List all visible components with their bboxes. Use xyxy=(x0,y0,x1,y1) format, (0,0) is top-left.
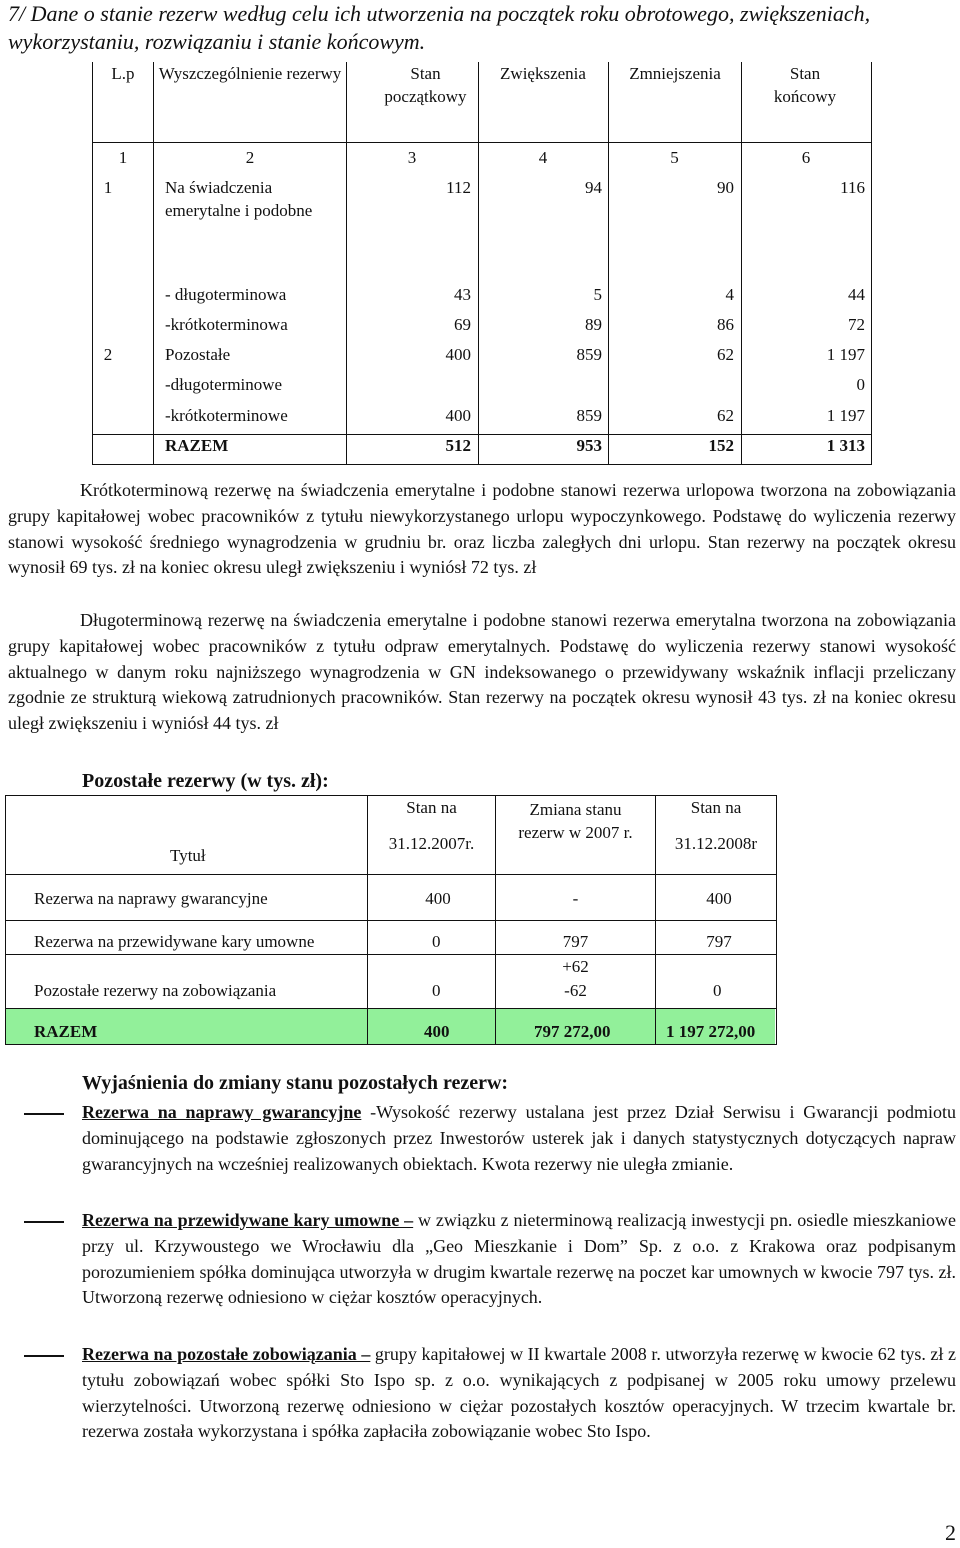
bullet-warranty xyxy=(82,1100,956,1177)
row-decrease: 62 xyxy=(717,345,734,364)
row-change: 797 xyxy=(562,932,589,951)
header-change-2: rezerw w 2007 r. xyxy=(518,823,633,842)
dash-bullet xyxy=(24,1221,64,1223)
col-number: 3 xyxy=(407,148,417,167)
row-increase: 89 xyxy=(585,315,602,334)
row-end: 1 197 xyxy=(826,406,865,425)
row-end: 0 xyxy=(713,981,722,1000)
row-name: Rezerwa na przewidywane kary umowne xyxy=(34,932,315,951)
row-start: 400 xyxy=(425,889,451,908)
header-start-2: 31.12.2007r. xyxy=(388,834,475,853)
row-decrease: 90 xyxy=(717,178,734,197)
row-end: 44 xyxy=(848,285,865,304)
bullet-text: grupy kapitałowej w II kwartale 2008 r. utworzyła rezerwę w kwocie 62 tys. zł z tytułu zobowiązań wobec spółki Sto Ispo sp. z o.o. wynikających z podpisanej w 2005 roku umowy przelewu wierzytelności. Utworzoną rezerwę odniesiono w ciężar pozostałych kosztów operacyjnych. W trzecim kwartale br. rezerwa została wykorzystana i spółka zapłaciła zobowiązanie wobec Sto Ispo. xyxy=(82,1344,956,1442)
row-lp: 1 xyxy=(103,178,113,197)
total-label: RAZEM xyxy=(34,1022,98,1041)
header-end-2: 31.12.2008r xyxy=(674,834,758,853)
row-start: 0 xyxy=(432,981,441,1000)
page-number: 2 xyxy=(945,1520,956,1545)
header-decrease: Zmniejszenia xyxy=(629,64,721,83)
row-name: -krótkoterminowa xyxy=(165,315,288,334)
row-end: 116 xyxy=(840,178,865,197)
row-name: Pozostałe rezerwy na zobowiązania xyxy=(34,981,277,1000)
header-end-1: Stan na xyxy=(690,798,742,817)
row-start: 112 xyxy=(446,178,471,197)
total-change: 797 272,00 xyxy=(534,1022,611,1041)
total-decrease: 152 xyxy=(708,436,734,455)
other-reserves-title: Pozostałe rezerwy (w tys. zł): xyxy=(82,770,329,792)
dash-bullet xyxy=(24,1355,64,1357)
row-decrease: 4 xyxy=(725,285,734,304)
total-end: 1 197 272,00 xyxy=(666,1022,756,1041)
header-change-1: Zmiana stanu xyxy=(529,800,622,819)
row-start: 0 xyxy=(432,932,441,951)
bullet-title: Rezerwa na naprawy gwarancyjne xyxy=(82,1102,362,1122)
row-name: - długoterminowa xyxy=(165,285,287,304)
total-start: 400 xyxy=(424,1022,450,1041)
row-name: -krótkoterminowe xyxy=(165,406,288,425)
bullet-title: Rezerwa na przewidywane kary umowne – xyxy=(82,1210,414,1230)
row-increase: 859 xyxy=(576,345,602,364)
total-increase: 953 xyxy=(576,436,602,455)
row-name: Na świadczenia emerytalne i podobne xyxy=(165,178,313,220)
header-name: Wyszczególnienie rezerwy xyxy=(158,64,342,83)
row-name: Rezerwa na naprawy gwarancyjne xyxy=(34,889,268,908)
row-increase: 94 xyxy=(585,178,602,197)
header-end: Stan końcowy xyxy=(773,64,837,106)
row-end: 1 197 xyxy=(826,345,865,364)
row-decrease: 62 xyxy=(717,406,734,425)
row-lp: 2 xyxy=(103,345,113,364)
row-increase: 859 xyxy=(576,406,602,425)
header-lp: L.p xyxy=(111,64,135,83)
row-start: 400 xyxy=(445,345,471,364)
row-change: - xyxy=(572,889,579,908)
row-name: Pozostałe xyxy=(165,345,231,364)
row-start: 400 xyxy=(445,406,471,425)
reserves-table xyxy=(92,62,872,465)
long-term-paragraph: Długoterminową rezerwę na świadczenia emerytalne i podobne stanowi rezerwa emerytalna tworzona na zobowiązania grupy kapitałowej wobec pracowników z tytułu odpraw emerytalnych. Podstawę do wyliczenia rezerwy stanowi wysokość aktualnego w danym roku najniższego wynagrodzenia w GN indeksowanego o przewidywany wskaźnik inflacji przeliczany zgodnie ze strukturą wiekową zatrudnionych pracowników. Stan rezerwy na początek okresu wynosił 43 tys. zł na koniec okresu uległ zwiększeniu i wyniósł 44 tys. zł xyxy=(8,610,956,734)
header-start: Stan początkowy xyxy=(384,64,467,106)
other-reserves-table xyxy=(5,795,777,1045)
bullet-text: -Wysokość rezerwy ustalana jest przez Dział Serwisu i Gwarancji podmiotu dominującego na podstawie zgłoszonych przez Inwestorów usterek jak i danych statystycznych dotyczących napraw gwarancyjnych na wcześniej realizowanych obiektach. Kwota rezerwy nie uległa zmianie. xyxy=(82,1102,956,1174)
row-end: 797 xyxy=(706,932,732,951)
header-start-1: Stan na xyxy=(406,798,457,817)
total-label: RAZEM xyxy=(165,436,229,455)
row-start: 69 xyxy=(454,315,471,334)
col-number: 1 xyxy=(118,148,128,167)
explanations-title: Wyjaśnienia do zmiany stanu pozostałych rezerw: xyxy=(82,1072,509,1094)
col-number: 2 xyxy=(245,148,255,167)
row-change-minus: -62 xyxy=(564,981,587,1000)
col-number: 4 xyxy=(538,148,548,167)
short-term-paragraph: Krótkoterminową rezerwę na świadczenia emerytalne i podobne stanowi rezerwa urlopowa tworzona na zobowiązania grupy kapitałowej wobec pracowników z tytułu niewykorzystanego urlopu wypoczynkowego. Podstawę do wyliczenia rezerwy stanowi wysokość średniego wynagrodzenia w grudniu br. oraz liczba zaległych dni urlopu. Stan rezerwy na początek okresu wynosił 69 tys. zł na koniec okresu uległ zwiększeniu i wyniósł 72 tys. zł xyxy=(8,480,956,578)
row-decrease: 86 xyxy=(717,315,734,334)
col-number: 6 xyxy=(801,148,811,167)
row-name: -długoterminowe xyxy=(165,375,283,394)
row-end: 400 xyxy=(706,889,732,908)
bullet-text: w związku z nieterminową realizacją inwestycji pn. osiedle mieszkaniowe przy ul. Krzywoustego we Wrocławiu dla „Geo Mieszkanie i Dom” Sp. z o.o. z Krakowa oraz podpisanym porozumieniem spółka dominująca utworzyła w drugim kwartale rezerwę na poczet kar umownych w kwocie 797 tys. zł. Utworzoną rezerwę odniesiono w ciężar kosztów operacyjnych. xyxy=(82,1210,956,1308)
total-start: 512 xyxy=(445,436,471,455)
row-change-plus: +62 xyxy=(562,957,589,976)
row-increase: 5 xyxy=(593,285,602,304)
row-end: 0 xyxy=(856,375,865,394)
bullet-other-liabilities xyxy=(82,1342,956,1445)
header-increase: Zwiększenia xyxy=(500,64,586,83)
bullet-penalties xyxy=(82,1208,956,1311)
bullet-title: Rezerwa na pozostałe zobowiązania – xyxy=(82,1344,371,1364)
row-end: 72 xyxy=(848,315,865,334)
dash-bullet xyxy=(24,1113,64,1115)
row-start: 43 xyxy=(454,285,471,304)
section-heading: 7/ Dane o stanie rezerw według celu ich utworzenia na początek roku obrotowego, zwiększeniach, wykorzystaniu, rozwiązaniu i stanie końcowym. xyxy=(8,1,871,54)
header-title: Tytuł xyxy=(170,846,206,865)
total-end: 1 313 xyxy=(826,436,865,455)
col-number: 5 xyxy=(670,148,679,167)
